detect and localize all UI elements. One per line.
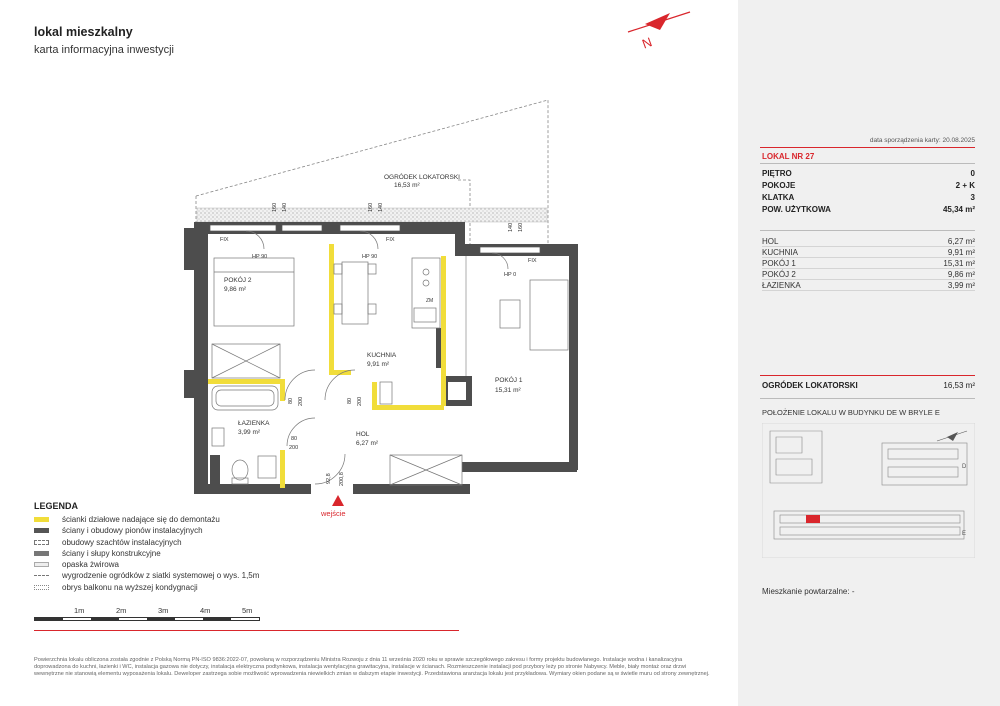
- legend-label: obudowy szachtów instalacyjnych: [62, 537, 182, 547]
- fridge-label: ZM: [426, 298, 434, 304]
- location-title: POŁOŻENIE LOKALU W BUDYNKU DE W BRYLE E: [762, 408, 940, 417]
- legend-title: LEGENDA: [34, 501, 79, 511]
- window-height: 140: [378, 202, 384, 212]
- legend-item: [34, 559, 460, 570]
- divider: [34, 630, 459, 631]
- room-row: POKÓJ 1 15,31 m²: [762, 259, 975, 268]
- unit-location-marker: [806, 515, 820, 523]
- room-name: ŁAZIENKA: [238, 420, 270, 427]
- legend-label: opaska żwirowa: [62, 560, 119, 570]
- legend-swatch: [34, 517, 49, 522]
- north-arrow-icon: [628, 12, 690, 52]
- door-width: 80: [347, 397, 353, 404]
- entrance-label: wejście: [321, 509, 346, 518]
- site-label: D: [962, 464, 967, 470]
- legend-label: ściany i słupy konstrukcyjne: [62, 548, 161, 558]
- window-height: 140: [508, 222, 514, 232]
- room-area: 6,27 m²: [356, 440, 379, 447]
- site-north-icon: [937, 431, 967, 441]
- window-label: HP 90: [362, 254, 378, 260]
- entrance-height: 200,8: [339, 472, 345, 486]
- scale-label: 4m: [200, 606, 211, 615]
- legend-swatch: [34, 562, 49, 567]
- window-height: 160: [368, 202, 374, 212]
- legend-swatch: [34, 575, 49, 576]
- room-name: KUCHNIA: [367, 352, 397, 359]
- disclaimer: Powierzchnia lokalu obliczona została zgodnie z Polską Normą PN-ISO 9836:2022-07, powołaną w rozporządzeniu Ministra Rozwoju z dnia 11 września 2020 roku w sprawie szczegółowego zakresu i formy projektu budowlanego. Instalacje wodna i kanalizacyjna doprowadzona do kuchni, łazienki i WC, instalacja gazowa nie dotyczy, instalacja elektryczna podtynkowa, instalacja wentylacyjna grawitacyjna, instalacje w ścianach. Rozmieszczenie instalacji pod przybory leży po stronie Nabywcy. Meble, biały montaż oraz drzwi wewnętrzne nie stanowią elementu wyposażenia lokalu. Deweloper zastrzega sobie możliwość wprowadzenia niewielkich zmian w dalszym etapie inwestycji. Przedstawiona aranżacja lokalu jest przykładowa. Wymiary okien podane są w świetle muru od strony zewnętrznej.: [34, 657, 710, 678]
- room-name: POKÓJ 1: [495, 377, 523, 384]
- site-label: E: [962, 531, 967, 537]
- door-height: 200: [298, 396, 304, 406]
- window-height: 160: [518, 222, 524, 232]
- divider: [760, 230, 975, 231]
- door-width: 80: [288, 397, 294, 404]
- legend-item: [34, 514, 460, 525]
- window-label: FIX: [528, 258, 537, 264]
- divider: [760, 147, 975, 148]
- legend-item: [34, 548, 460, 559]
- entrance-width: 92,8: [326, 473, 332, 484]
- divider: [760, 163, 975, 164]
- window-label: HP 90: [252, 254, 268, 260]
- info-panel: [738, 0, 1000, 706]
- room-area: 3,99 m²: [238, 429, 261, 436]
- room-row: HOL 6,27 m²: [762, 237, 975, 246]
- legend-item: [34, 537, 460, 548]
- window-label: FIX: [386, 237, 395, 243]
- room-row: POKÓJ 2 9,86 m²: [762, 270, 975, 279]
- room-area: 15,31 m²: [495, 387, 521, 394]
- scale-label: 2m: [116, 606, 127, 615]
- divider: [760, 398, 975, 399]
- window-height: 140: [282, 202, 288, 212]
- legend: [34, 501, 460, 593]
- window-label: FIX: [220, 237, 229, 243]
- shaft: [448, 382, 466, 400]
- door-width: 80: [291, 436, 298, 442]
- window-label: HP 0: [504, 272, 517, 278]
- legend-swatch: [34, 551, 49, 556]
- divider: [760, 375, 975, 376]
- legend-label: wygrodzenie ogródków z siatki systemowej o wys. 1,5m: [62, 571, 260, 581]
- unit-number: LOKAL NR 27: [762, 152, 815, 161]
- room-area: 9,91 m²: [367, 361, 390, 368]
- legend-label: obrys balkonu na wyższej kondygnacji: [62, 582, 198, 592]
- room-name: POKÓJ 2: [224, 277, 252, 284]
- garden-label: OGRÓDEK LOKATORSKI: [384, 174, 460, 181]
- document-subtitle: karta informacyjna inwestycji: [34, 44, 174, 56]
- room-row: ŁAZIENKA 3,99 m²: [762, 281, 975, 290]
- door-height: 200: [357, 396, 363, 406]
- legend-item: [34, 582, 460, 593]
- room-name: HOL: [356, 431, 370, 438]
- room-area: 9,86 m²: [224, 286, 247, 293]
- site-plan: [762, 423, 975, 558]
- scale-labels: [34, 606, 260, 616]
- scale-label: 5m: [242, 606, 253, 615]
- window-height: 160: [272, 202, 278, 212]
- north-label: N: [639, 34, 654, 52]
- scale-label: 3m: [158, 606, 169, 615]
- scale-bar: [34, 617, 260, 621]
- repeat-info: Mieszkanie powtarzalne: -: [762, 587, 855, 596]
- card-date: data sporządzenia karty: 20.08.2025: [869, 137, 975, 144]
- legend-label: ścianki działowe nadające się do demontażu: [62, 515, 220, 524]
- legend-item: [34, 570, 460, 581]
- scale-label: 1m: [74, 606, 85, 615]
- document-title: lokal mieszkalny: [34, 25, 133, 39]
- legend-swatch: [34, 540, 49, 545]
- legend-item: [34, 525, 460, 536]
- legend-label: ściany i obudowy pionów instalacyjnych: [62, 526, 203, 536]
- room-row: KUCHNIA 9,91 m²: [762, 248, 975, 257]
- door-height: 200: [289, 445, 299, 451]
- garden-area-label: 16,53 m²: [394, 182, 420, 189]
- legend-swatch: [34, 528, 49, 533]
- legend-swatch: [34, 585, 49, 590]
